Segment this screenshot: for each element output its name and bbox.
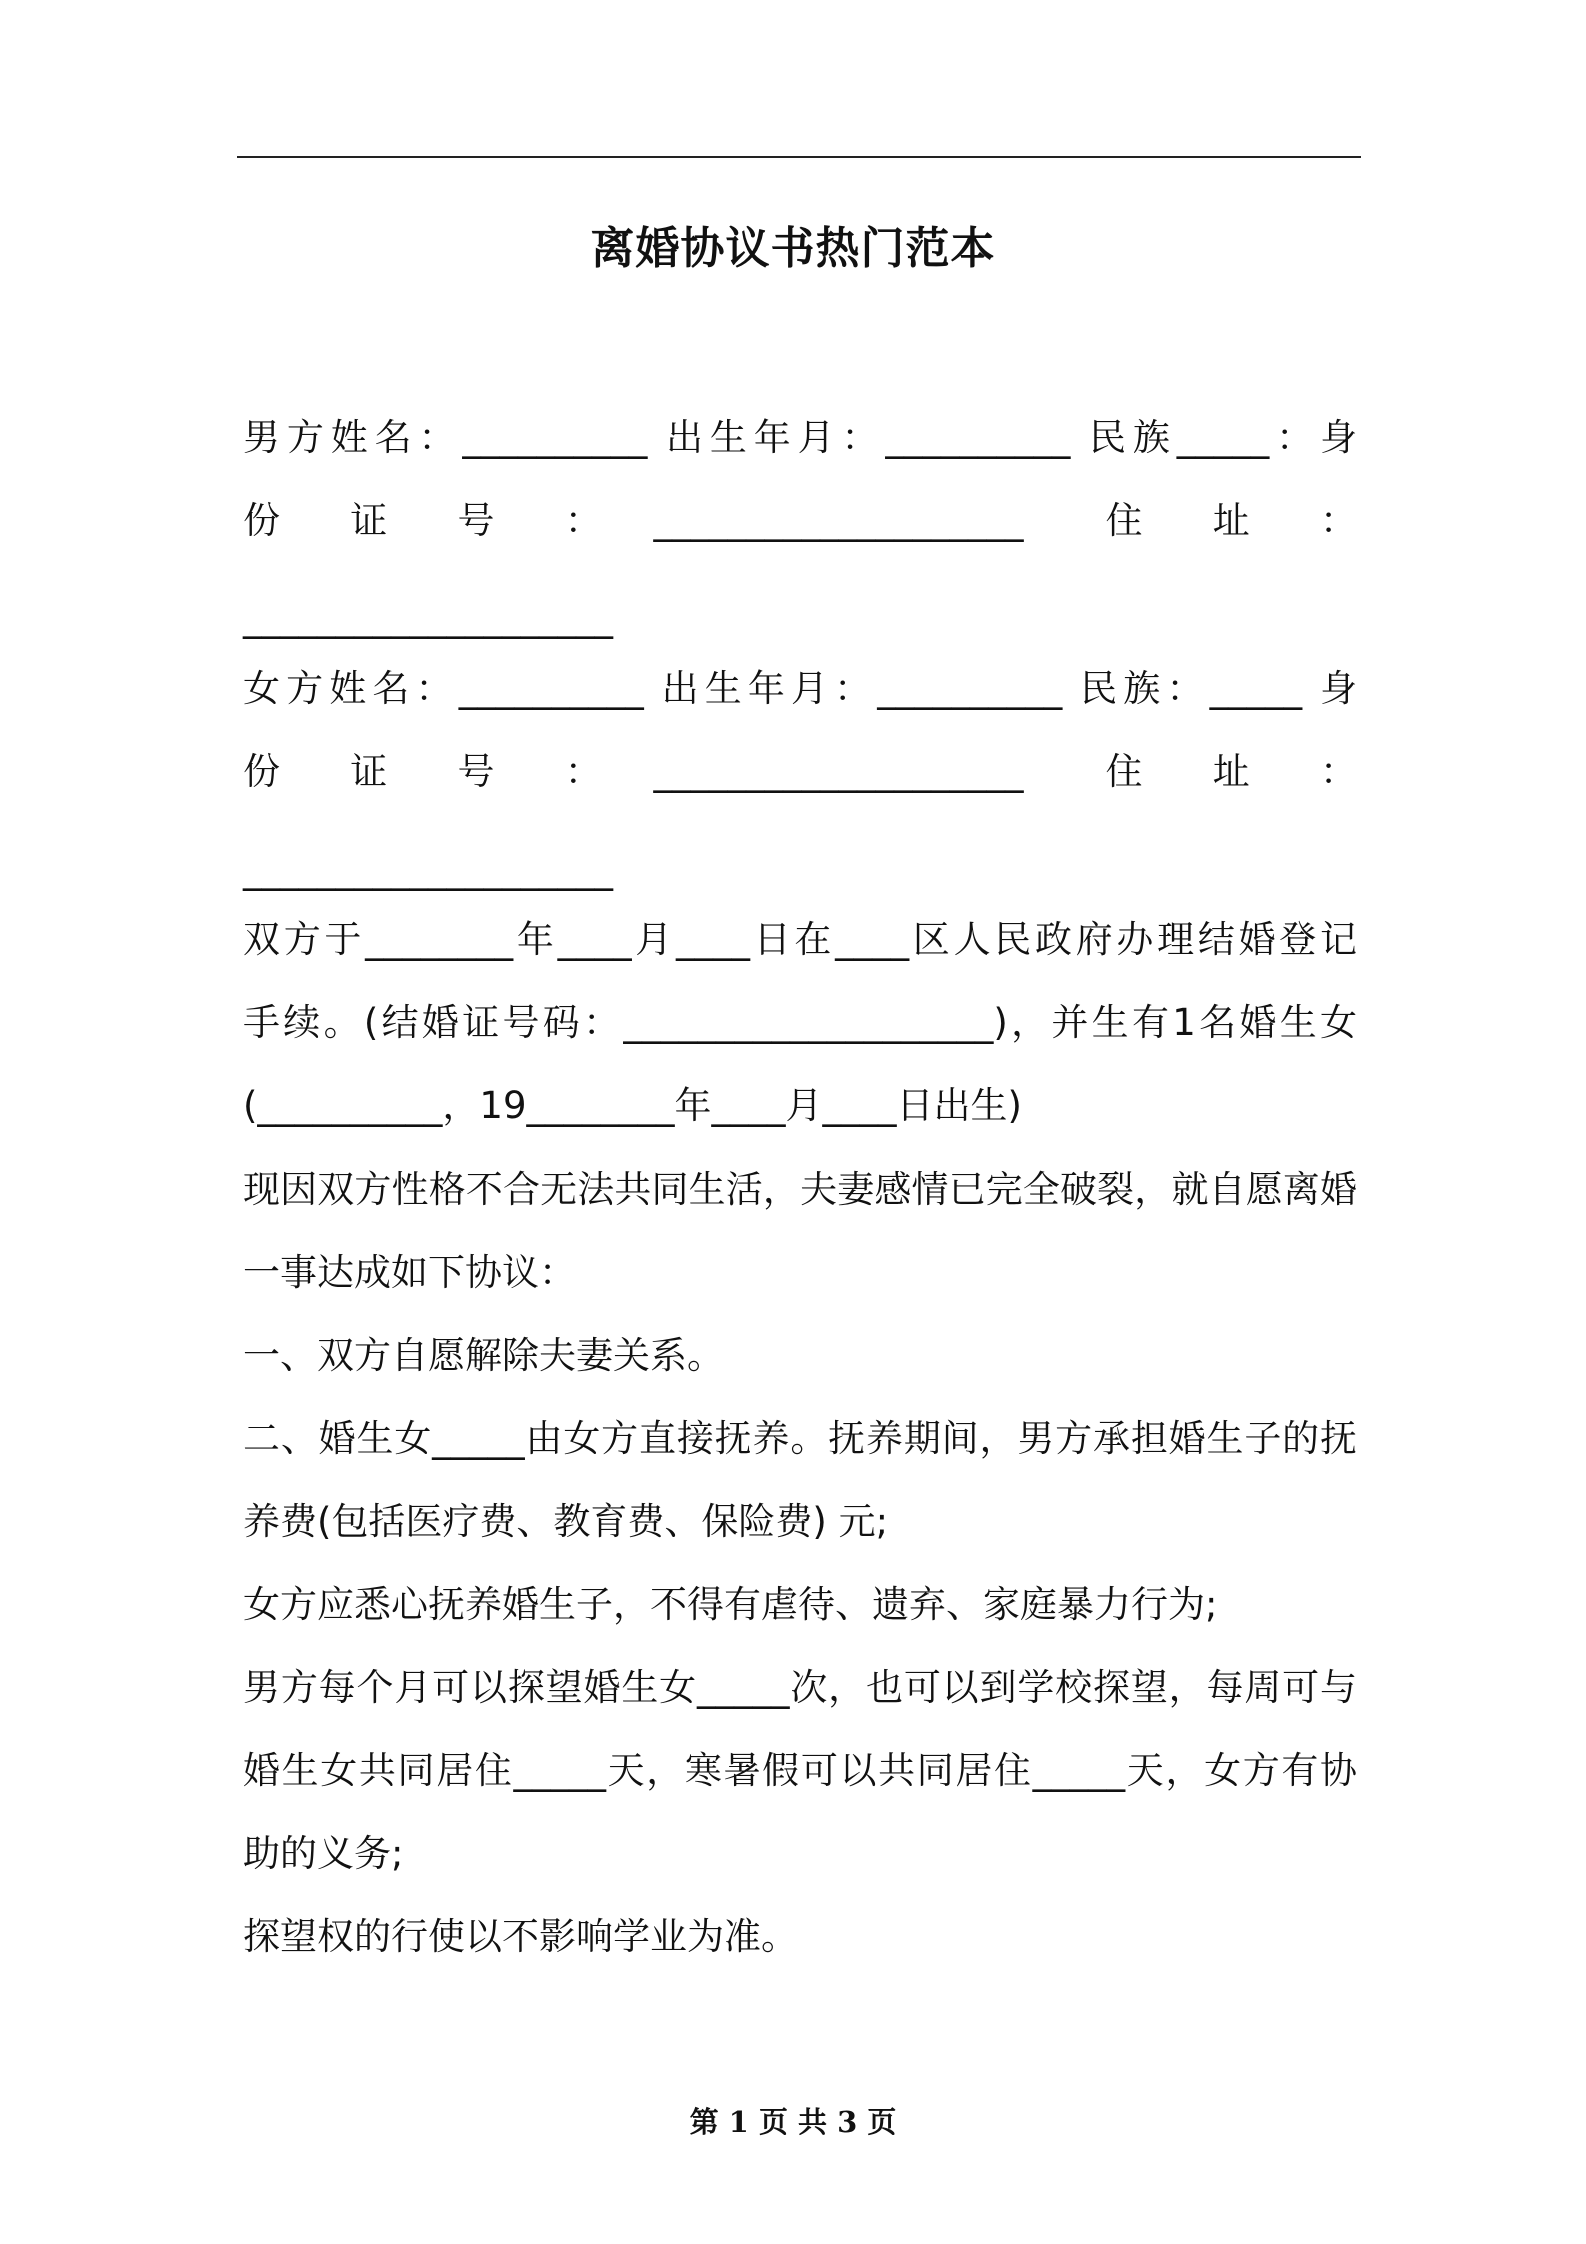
visitation-line-3: 助的义务; xyxy=(243,1832,404,1875)
visitation-line-4: 探望权的行使以不影响学业为准。 xyxy=(243,1915,798,1958)
visitation-line-2: 婚生女共同居住_____天，寒暑假可以共同居住_____天，女方有协 xyxy=(243,1749,1357,1792)
male-info-line-2: 份 证 号 ： ____________________ 住 址 ： xyxy=(243,499,1357,542)
female-info-line-1: 女方姓名：__________ 出生年月：__________ 民族：_____ 身 xyxy=(243,667,1357,710)
header-rule xyxy=(237,156,1361,158)
page-number: 第 1 页 共 3 页 xyxy=(689,2105,897,2139)
reason-paragraph-line-1: 现因双方性格不合无法共同生活，夫妻感情已完全破裂，就自愿离婚 xyxy=(243,1168,1357,1211)
clause-two-line-3: 女方应悉心抚养婚生子，不得有虐待、遗弃、家庭暴力行为; xyxy=(243,1583,1218,1626)
clause-one: 一、双方自愿解除夫妻关系。 xyxy=(243,1334,724,1377)
male-address-line: ____________________ xyxy=(243,596,613,639)
marriage-paragraph-line-2: 手续。(结婚证号码：____________________)，并生有1名婚生女 xyxy=(243,1001,1357,1044)
clause-two-line-1: 二、婚生女_____由女方直接抚养。抚养期间，男方承担婚生子的抚 xyxy=(243,1417,1357,1460)
visitation-line-1: 男方每个月可以探望婚生女_____次，也可以到学校探望，每周可与 xyxy=(243,1666,1357,1709)
clause-two-line-2: 养费(包括医疗费、教育费、保险费) 元; xyxy=(243,1500,889,1543)
document-title: 离婚协议书热门范本 xyxy=(590,223,996,274)
female-info-line-2: 份 证 号 ： ____________________ 住 址 ： xyxy=(243,750,1357,793)
male-info-line-1: 男方姓名：__________ 出生年月：__________ 民族_____：身 xyxy=(243,416,1357,459)
reason-paragraph-line-2: 一事达成如下协议： xyxy=(243,1251,576,1294)
marriage-paragraph-line-3: (__________，19________年____月____日出生) xyxy=(243,1084,1022,1127)
marriage-paragraph-line-1: 双方于________年____月____日在____区人民政府办理结婚登记 xyxy=(243,918,1357,961)
female-address-line: ____________________ xyxy=(243,848,613,891)
